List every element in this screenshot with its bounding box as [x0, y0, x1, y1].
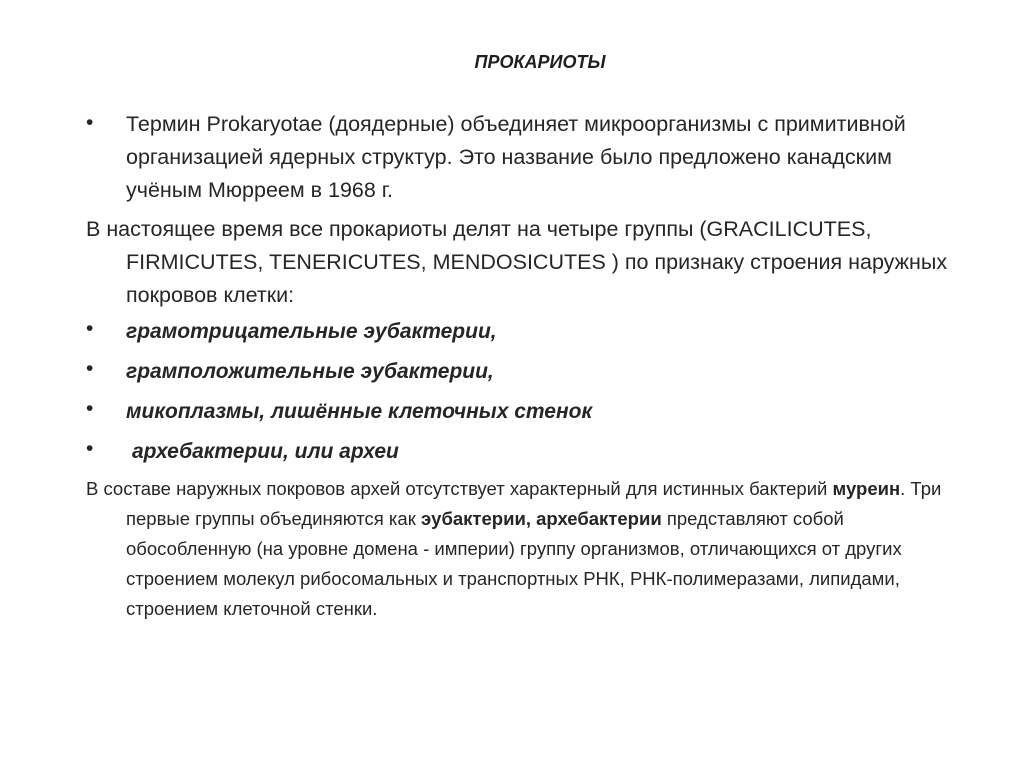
final-text-4: представляют собой обособленную (на уровне домена - империи) группу организмов, отличающихся от других строением молекул рибосомальных и транспортных РНК, РНК-полимеразами, липидами, строением клеточной стенки.: [126, 508, 902, 619]
final-text-1: В составе наружных покровов архей отсутствует характерный для истинных бактерий: [86, 478, 833, 499]
final-bold-eubacteria: эубактерии,: [420, 508, 531, 529]
group-item-text: грамотрицательные эубактерии,: [126, 320, 497, 343]
slide-title: ПРОКАРИОТЫ: [474, 52, 606, 72]
final-bold-archaebacteria: архебактерии: [536, 508, 662, 529]
final-bold-murein: муреин: [832, 478, 901, 499]
intro-bullet: [86, 108, 966, 207]
group-item-text: микоплазмы, лишённые клеточных стенок: [126, 400, 593, 423]
group-item-text: грамположительные эубактерии,: [126, 360, 494, 383]
group-item: [86, 352, 966, 392]
bullet-icon: •: [86, 317, 94, 340]
final-text-2: . Три первые группы объединяются как: [126, 478, 942, 529]
bullet-icon: •: [86, 437, 94, 460]
group-item: [86, 432, 966, 472]
bullet-icon: •: [86, 357, 94, 380]
bullet-icon: •: [86, 397, 94, 420]
slide-content: [86, 108, 966, 624]
group-item: [86, 392, 966, 432]
bullet-icon: •: [86, 111, 94, 134]
group-item-text: архебактерии, или археи: [132, 440, 399, 463]
groups-paragraph: В настоящее время все прокариоты делят на четыре группы (GRACILICUTES, FIRMICUTES, TENERICUTES, MENDOSICUTES ) по признаку строения наружных покровов клетки:: [86, 217, 948, 307]
final-paragraph: [86, 474, 966, 624]
intro-bullet-text: Термин Prokaryotae (доядерные) объединяет микроорганизмы с примитивной организацией ядерных структур. Это название было предложено канадским учёным Мюрреем в 1968 г.: [126, 112, 906, 202]
group-item: [86, 312, 966, 352]
